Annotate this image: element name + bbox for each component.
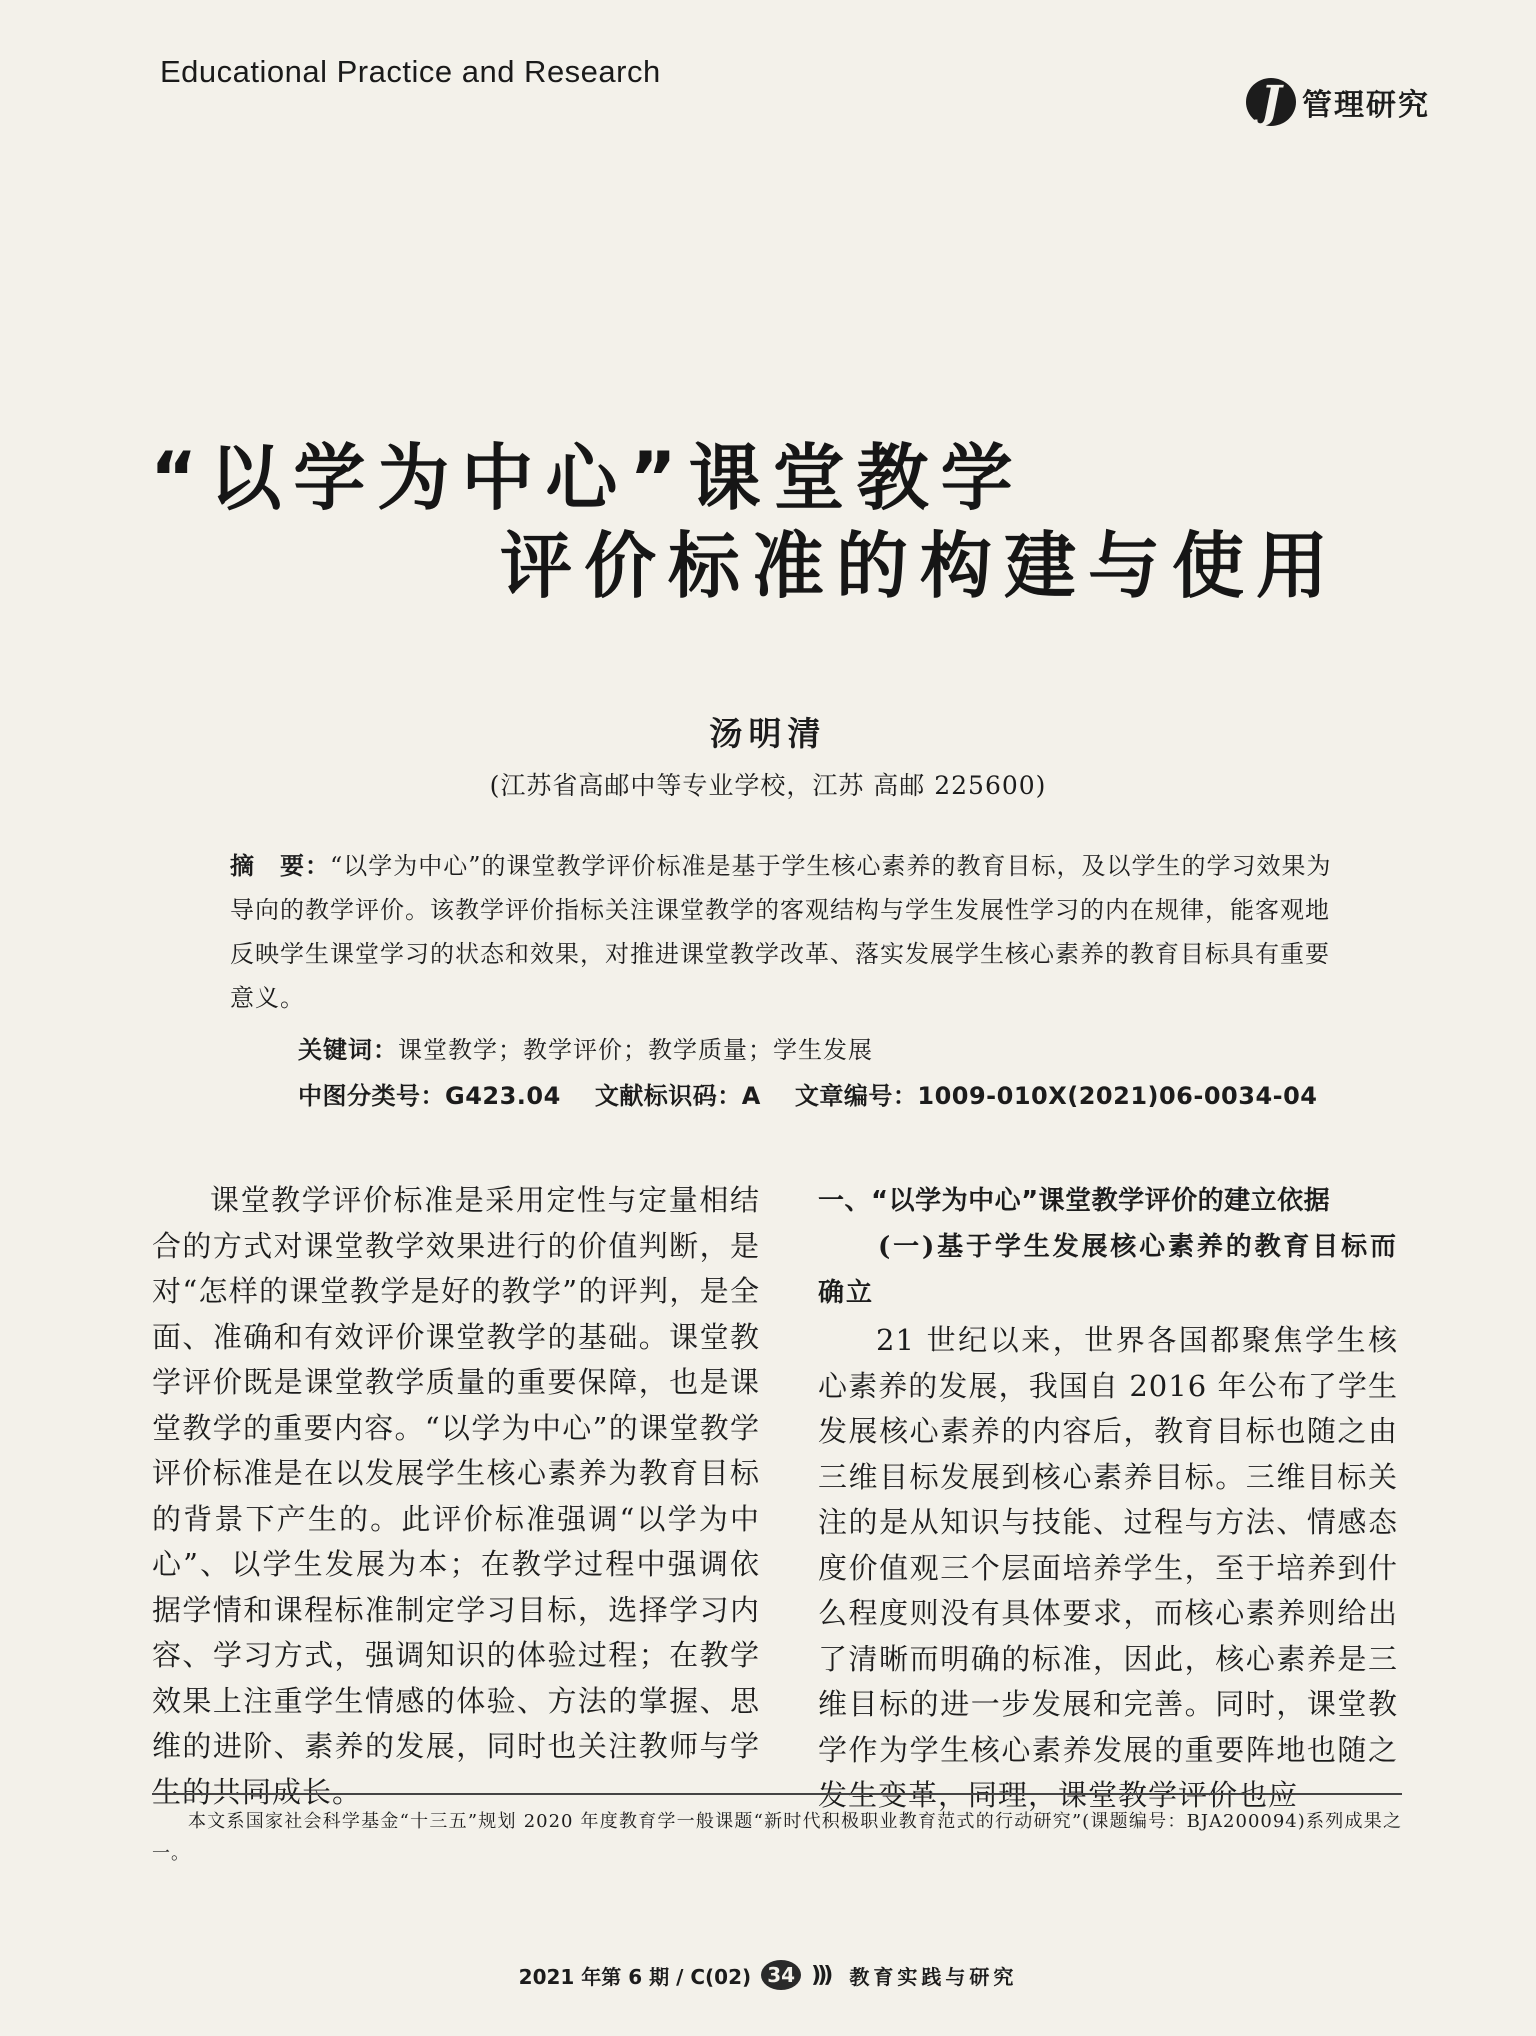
page-number: 34 bbox=[761, 1960, 801, 1990]
body-right-column bbox=[818, 1178, 1398, 1819]
footnote-divider bbox=[152, 1793, 1402, 1795]
issue-info: 2021 年第 6 期 / C(02) bbox=[518, 1964, 752, 1989]
document-code: 文献标识码：A bbox=[594, 1082, 761, 1110]
keywords-text: 课堂教学；教学评价；教学质量；学生发展 bbox=[398, 1036, 873, 1064]
keywords bbox=[298, 1030, 873, 1065]
article-title bbox=[150, 435, 1410, 611]
body-left-column bbox=[152, 1178, 760, 1815]
section-label: 管理研究 bbox=[1302, 88, 1430, 123]
page-arcs-icon: ))) bbox=[811, 1962, 830, 1988]
page-footer bbox=[0, 1960, 1536, 1990]
abstract-text: “以学为中心”的课堂教学评价标准是基于学生核心素养的教育目标，及以学生的学习效果为导向的教学评价。该教学评价指标关注课堂教学的客观结构与学生发展性学习的内在规律，能客观地反映学生课堂学习的状态和效果，对推进课堂教学改革、落实发展学生核心素养的教育目标具有重要意义。 bbox=[230, 852, 1332, 1012]
title-line-1: “以学为中心”课堂教学 bbox=[150, 436, 1025, 520]
keywords-label: 关键词： bbox=[298, 1036, 398, 1064]
author-name: 汤明清 bbox=[709, 714, 827, 753]
abstract bbox=[230, 844, 1340, 1020]
journal-chinese-title: 教育实践与研究 bbox=[849, 1964, 1018, 1989]
intro-paragraph: 课堂教学评价标准是采用定性与定量相结合的方式对课堂教学效果进行的价值判断，是对“怎样的课堂教学是好的教学”的评判，是全面、准确和有效评价课堂教学的基础。课堂教学评价既是课堂教学质量的重要保障，也是课堂教学的重要内容。“以学为中心”的课堂教学评价标准是在以发展学生核心素养为教育目标的背景下产生的。此评价标准强调“以学为中心”、以学生发展为本；在教学过程中强调依据学情和课程标准制定学习目标，选择学习内容、学习方式，强调知识的体验过程；在教学效果上注重学生情感的体验、方法的掌握、思维的进阶、素养的发展，同时也关注教师与学生的共同成长。 bbox=[152, 1183, 760, 1809]
journal-j-logo-icon: J bbox=[1246, 78, 1296, 126]
clc-number: 中图分类号：G423.04 bbox=[298, 1082, 561, 1110]
funding-footnote: 本文系国家社会科学基金“十三五”规划 2020 年度教育学一般课题“新时代积极职业教育范式的行动研究”(课题编号：BJA200094)系列成果之一。 bbox=[152, 1811, 1402, 1864]
section-heading: 一、“以学为中心”课堂教学评价的建立依据 bbox=[818, 1186, 1331, 1216]
article-number: 文章编号：1009-010X(2021)06-0034-04 bbox=[794, 1082, 1318, 1110]
section-header bbox=[1246, 78, 1430, 126]
author-affiliation: (江苏省高邮中等专业学校，江苏 高邮 225600) bbox=[489, 771, 1047, 800]
subsection-heading: (一)基于学生发展核心素养的教育目标而确立 bbox=[818, 1232, 1398, 1308]
journal-english-title: Educational Practice and Research bbox=[160, 54, 661, 89]
classification-line bbox=[298, 1076, 1318, 1111]
section-paragraph: 21 世纪以来，世界各国都聚焦学生核心素养的发展，我国自 2016 年公布了学生发展核心素养的内容后，教育目标也随之由三维目标发展到核心素养目标。三维目标关注的是从知识与技能、过程与方法、情感态度价值观三个层面培养学生，至于培养到什么程度则没有具体要求，而核心素养则给出了清晰而明确的标准，因此，核心素养是三维目标的进一步发展和完善。同时，课堂教学作为学生核心素养发展的重要阵地也随之发生变革，同理，课堂教学评价也应 bbox=[818, 1323, 1398, 1812]
abstract-label: 摘 要： bbox=[230, 852, 330, 880]
title-line-2: 评价标准的构建与使用 bbox=[500, 523, 1341, 608]
